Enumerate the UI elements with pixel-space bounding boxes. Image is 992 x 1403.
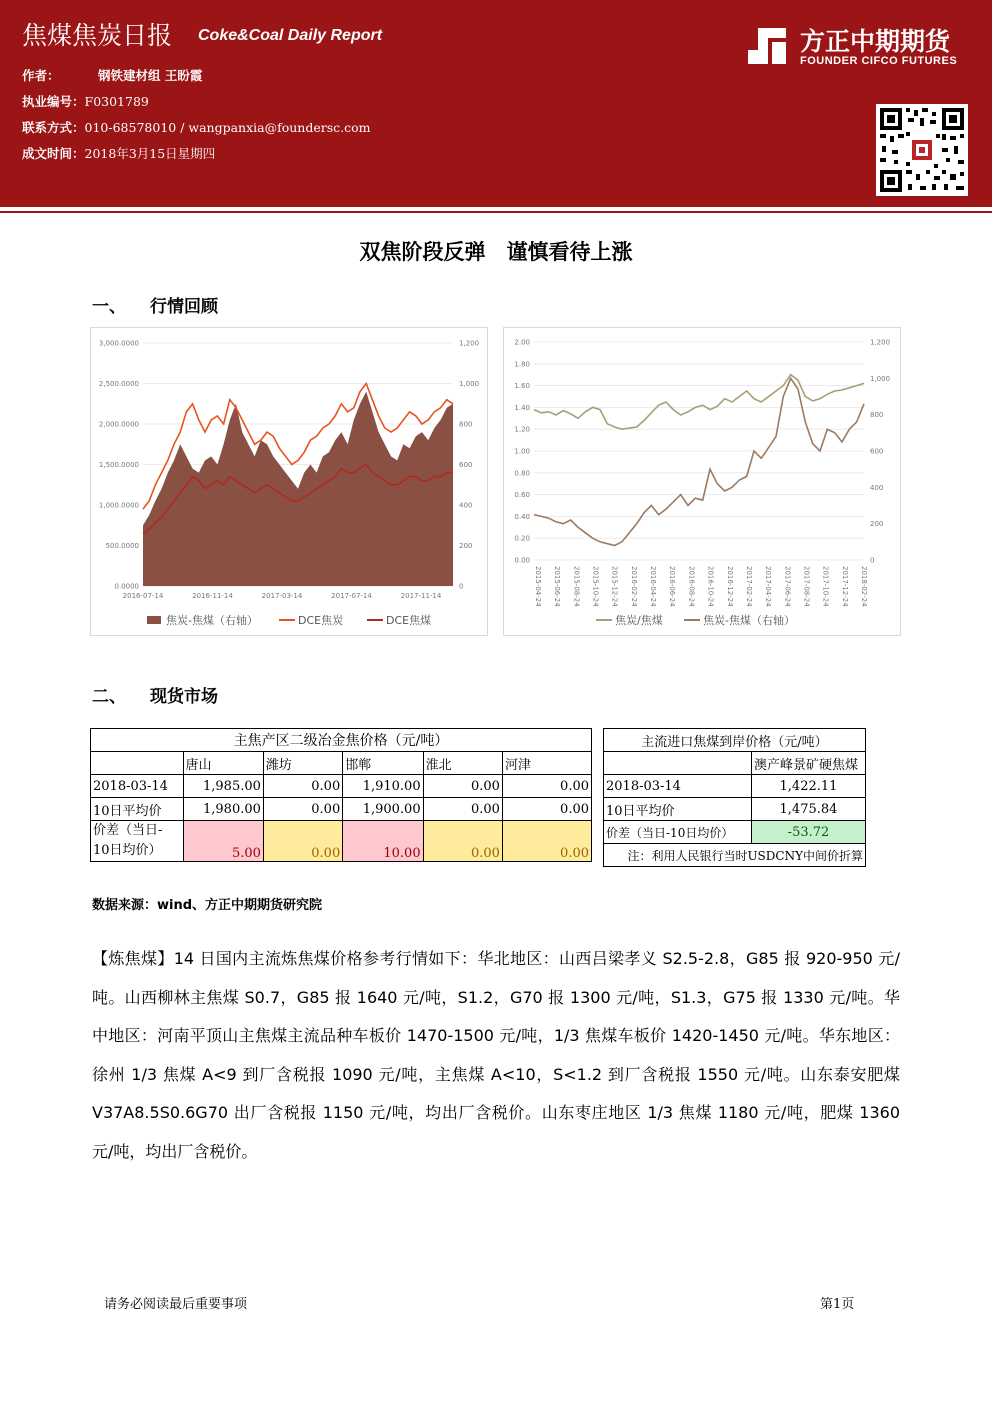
x-tick-label: 2017-10-24 [821,566,830,607]
legend-label: 焦炭-焦煤（右轴） [703,614,795,627]
table-cell: -53.72 [751,821,865,844]
x-tick-label: 2017-06-24 [783,566,792,607]
qr-code-icon [876,104,968,196]
x-tick-label: 2017-02-24 [744,566,753,607]
x-tick-label: 2016-02-24 [629,566,638,607]
y-right-tick-label: 1,000 [459,380,480,388]
y-left-tick-label: 0.20 [514,534,530,543]
table-title-row [91,729,592,752]
table-cell: 1,422.11 [751,775,865,798]
y-right-tick-label: 0 [459,582,464,591]
brand-mark-icon [744,24,790,68]
header-cell: 河津 [502,752,591,775]
legend-swatch [147,616,161,624]
y-right-tick-label: 800 [459,420,473,429]
license-line [22,92,149,110]
brand-logo [744,22,974,72]
body-paragraph: 【炼焦煤】14 日国内主流炼焦煤价格参考行情如下：华北地区：山西吕梁孝义 S2.5-2.8，G85 报 920-950 元/吨。山西柳林主焦煤 S0.7，G85 报 1640 元/吨，S1.2，G70 报 1300 元/吨，S1.3，G75 报 1330 元/吨。华中地区：河南平顶山主焦煤主流品种车板价 1470-1500 元/吨，1/3 焦煤车板价 1420-1450 元/吨。华东地区：徐州 1/3 焦煤 A<9 到厂含税报 1090 元/吨，主焦煤 A<10，S<1.2 到厂含税报 1550 元/吨。山东泰安肥煤 V37A8.5S0.6G70 出厂含税报 1150 元/吨，均出厂含税价。山东枣庄地区 1/3 焦煤 1180 元/吨，肥煤 1360 元/吨，均出厂含税价。 [92,949,900,1161]
report-title-cn: 焦煤焦炭日报 [22,21,173,50]
header-cell: 唐山 [183,752,263,775]
row-label: 10日平均价 [91,798,184,821]
table-cell: 1,985.00 [183,775,263,798]
table-cell: 0.00 [502,775,591,798]
y-left-tick-label: 1,500.0000 [98,461,139,469]
y-left-tick-label: 1.40 [514,403,530,412]
x-tick-label: 2015-08-24 [572,566,581,607]
footer-notice: 请务必阅读最后重要事项 [104,1297,248,1312]
table-title: 主焦产区二级冶金焦价格（元/吨） [91,729,592,752]
table-title-row [604,729,866,752]
table-header-row [91,752,592,775]
y-left-tick-label: 0.0000 [114,582,139,591]
y-left-tick-label: 1.00 [514,447,530,456]
table-cell: 0.00 [423,798,502,821]
legend-label: DCE焦炭 [298,614,344,627]
table-cell: 0.00 [423,775,502,798]
diff-label-line-2: 10日均价） [93,843,162,858]
y-left-tick-label: 0.00 [514,556,530,565]
legend-label: 焦炭-焦煤（右轴） [166,614,258,627]
y-left-tick-label: 2,000.0000 [98,420,139,429]
diff-cell: 5.00 [183,821,263,862]
license-value: F0301789 [84,94,149,109]
y-right-tick-label: 600 [459,461,473,469]
date-label: 成文时间： [22,146,85,161]
header-banner [0,0,992,207]
x-tick-label: 2015-12-24 [610,566,619,607]
author-line [22,66,202,84]
y-right-tick-label: 1,200 [870,338,891,347]
section-title: 现货市场 [150,687,218,707]
row-label [91,821,184,862]
x-tick-label: 2017-04-24 [764,566,773,607]
contact-line [22,118,370,136]
table-cell: 0.00 [263,798,342,821]
x-tick-label: 2015-04-24 [534,566,542,607]
y-left-tick-label: 0.40 [514,512,530,521]
table-cell: 1,900.00 [343,798,423,821]
author-label: 作者： [22,68,60,83]
x-tick-label: 2016-11-14 [192,592,233,600]
table-cell: 1,910.00 [343,775,423,798]
diff-cell: 0.00 [263,821,342,862]
table-row [604,821,866,844]
document-title: 双焦阶段反弹 谨慎看待上涨 [359,240,633,264]
series-line-1 [534,378,864,545]
x-tick-label: 2016-08-24 [687,566,696,607]
section-heading-2 [92,682,218,707]
table-cell: 1,475.84 [751,798,865,821]
legend-label: 焦炭/焦煤 [615,614,663,627]
x-tick-label: 2015-06-24 [553,566,562,607]
y-right-tick-label: 200 [459,542,473,550]
section-title: 行情回顾 [150,297,218,317]
header-cell: 淮北 [423,752,502,775]
y-right-tick-label: 1,200 [459,339,480,348]
section-number: 一、 [92,297,126,317]
brand-name-en: FOUNDER CIFCO FUTURES [800,55,958,67]
chart-2-svg [504,328,900,635]
diff-label-line-1: 价差（当日- [93,823,163,838]
y-right-tick-label: 800 [870,411,884,420]
date-value: 2018年3月15日星期四 [84,146,216,161]
series-area-0 [143,392,453,586]
x-tick-label: 2016-04-24 [649,566,658,607]
y-right-tick-label: 0 [870,556,875,565]
y-left-tick-label: 0.80 [514,469,530,478]
y-left-tick-label: 1.60 [514,382,530,391]
table-cell: 0.00 [263,775,342,798]
author-value: 钢铁建材组 王盼霞 [98,68,203,83]
report-title-en: Coke&Coal Daily Report [198,27,383,44]
x-tick-label: 2017-07-14 [331,592,372,600]
header-divider [0,211,992,213]
y-left-tick-label: 500.0000 [105,542,139,550]
row-label: 10日平均价 [604,798,752,821]
y-right-tick-label: 400 [459,501,473,510]
legend-label: DCE焦煤 [386,614,432,627]
x-tick-label: 2017-12-24 [840,566,849,607]
contact-label: 联系方式： [22,120,85,135]
header-cell-empty [604,752,752,775]
brand-name-cn: 方正中期期货 [800,27,951,56]
table-row [604,775,866,798]
row-label: 价差（当日-10日均价） [604,821,752,844]
diff-cell: 10.00 [343,821,423,862]
section-number: 二、 [92,687,126,707]
header-cell: 潍坊 [263,752,342,775]
series-line-0 [534,375,864,430]
qr-code [876,104,968,196]
y-right-tick-label: 600 [870,447,884,456]
import-coal-price-table [603,728,866,867]
y-right-tick-label: 1,000 [870,374,891,383]
table-title: 主流进口焦煤到岸价格（元/吨） [604,729,866,752]
y-right-tick-label: 400 [870,483,884,492]
y-left-tick-label: 1.80 [514,360,530,369]
table-cell: 1,980.00 [183,798,263,821]
table-header-row [604,752,866,775]
x-tick-label: 2017-03-14 [261,592,303,600]
date-line [22,144,215,162]
x-tick-label: 2015-10-24 [591,566,600,607]
x-tick-label: 2016-06-24 [668,566,677,607]
header-cell: 澳产峰景矿硬焦煤 [751,752,865,775]
section-heading-1 [92,292,218,317]
diff-cell: 0.00 [423,821,502,862]
table-row-diff [91,821,592,862]
x-tick-label: 2016-10-24 [706,566,715,607]
table-row [91,798,592,821]
y-right-tick-label: 200 [870,520,884,529]
page-number: 第1页 [820,1297,855,1312]
table-row [91,775,592,798]
table-row [604,798,866,821]
diff-cell: 0.00 [502,821,591,862]
y-left-tick-label: 1.20 [514,425,530,434]
x-tick-label: 2016-12-24 [725,566,734,607]
y-left-tick-label: 0.60 [514,491,530,500]
chart-coke-coal-prices [90,327,488,636]
header-cell: 邯郸 [343,752,423,775]
x-tick-label: 2016-07-14 [122,592,164,600]
y-left-tick-label: 1,000.0000 [98,501,139,510]
row-label: 2018-03-14 [604,775,752,798]
chart-coke-coal-ratio [503,327,901,636]
y-left-tick-label: 3,000.0000 [98,339,139,348]
license-label: 执业编号： [22,94,85,109]
header-cell-empty [91,752,184,775]
domestic-coke-price-table [90,728,592,862]
x-tick-label: 2018-02-24 [860,566,868,607]
y-left-tick-label: 2.00 [514,338,530,347]
y-left-tick-label: 2,500.0000 [98,380,139,388]
table-note-row [604,844,866,867]
contact-value: 010-68578010 / wangpanxia@foundersc.com [84,120,371,135]
x-tick-label: 2017-11-14 [400,592,442,600]
table-cell: 0.00 [502,798,591,821]
table-note: 注：利用人民银行当时USDCNY中间价折算 [604,844,866,867]
row-label: 2018-03-14 [91,775,184,798]
data-source: 数据来源：wind、方正中期期货研究院 [92,898,323,913]
chart-1-svg [91,328,487,635]
x-tick-label: 2017-08-24 [802,566,811,607]
